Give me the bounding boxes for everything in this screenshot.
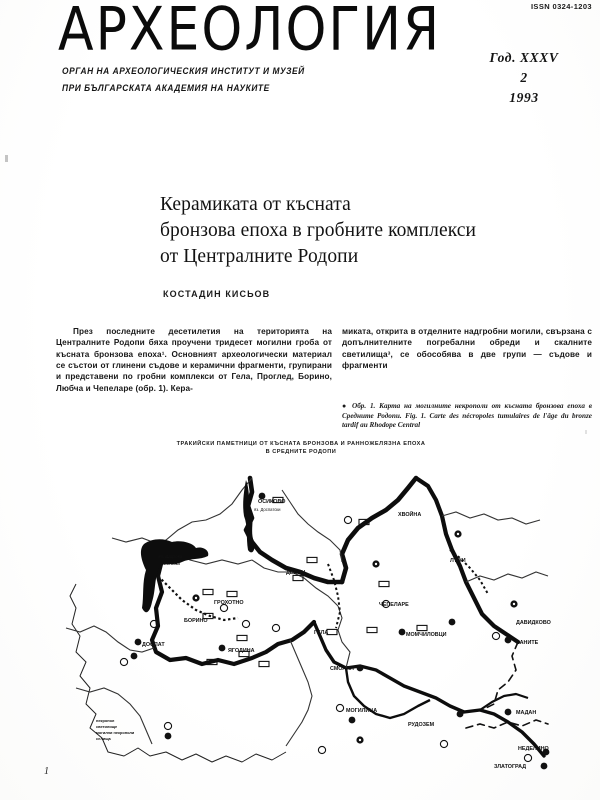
caption-bullet-icon: ● xyxy=(342,402,349,410)
map-label-mogilica: МОГИЛИЦА xyxy=(346,708,378,714)
journal-subtitle-line1: ОРГАН НА АРХЕОЛОГИЧЕСКИЯ ИНСТИТУТ И МУЗЕЙ xyxy=(62,65,305,76)
page-title xyxy=(160,192,580,270)
map-stream-j xyxy=(466,572,548,582)
map-label-yaz-dospatski: яз. Доспатски xyxy=(254,507,281,512)
figure-caption xyxy=(342,402,592,431)
article-author: КОСТАДИН КИСЬОВ xyxy=(163,289,271,299)
map-title-line2: В СРЕДНИТЕ РОДОПИ xyxy=(265,449,337,455)
map-label-madan: МАДАН xyxy=(516,710,537,716)
article-title-line1: Керамиката от късната xyxy=(160,194,351,215)
figure-caption-bg: Обр. 1. Карта на могилните некрополи от късната бронзова епоха в Средните Родопи. xyxy=(342,402,593,420)
body-paragraph-left: През последните десетилетия на територията на Централните Родопи бяха проучени тридесет могилни гроба от късната бронзова епоха¹. Основният археологически материал се състои от глинени съдове и керамични фрагменти, групирани и представени по гробни комплекси от Гела, Проглед, Борино, Любча и Чепеларе (обр. 1). Кера- xyxy=(56,327,332,393)
map-title-line1: ТРАКИЙСКИ ПАМЕТНИЦИ ОТ КЪСНАТА БРОНЗОВА И РАННОЖЕЛЯЗНА ЕПОХА xyxy=(176,441,426,447)
map-label-laki: ЛЪКИ xyxy=(450,558,466,564)
map-label-hvoyna: ХВОЙНА xyxy=(398,512,422,518)
map-label-nedelino: НЕДЕЛИНО xyxy=(518,746,549,752)
map-label-osikovo: ОСИКОВО xyxy=(258,499,286,505)
map-label-zlatograd: ЗЛАТОГРАД xyxy=(494,764,527,770)
map-label-rudozem: РУДОЗЕМ xyxy=(408,722,435,728)
journal-title: АРХЕОЛОГИЯ xyxy=(58,0,442,65)
map-stream-i xyxy=(442,512,540,524)
map-legend xyxy=(96,718,172,741)
map-label-momchilovci: МОМЧИЛОВЦИ xyxy=(406,632,447,638)
scan-speck xyxy=(5,155,8,162)
map-main-ridge-east xyxy=(342,478,416,582)
body-paragraph-right: миката, открита в отделните надгробни могили, свързана с допълнителните погребални обреди и скалните светилища³, се обособява в две групи — съдове и фрагменти xyxy=(342,327,592,371)
map-figure xyxy=(46,440,556,788)
map-stream-d xyxy=(282,490,342,562)
publication-year: 1993 xyxy=(509,90,539,105)
issue-number: 2 xyxy=(520,70,528,85)
map-label-grohotno: ГРОХОТНО xyxy=(214,600,244,606)
map-stream-e xyxy=(338,606,350,668)
scan-speck xyxy=(585,430,587,434)
masthead xyxy=(0,0,600,120)
map-state-border xyxy=(482,642,518,710)
map-label-yaz-shiroka-2: поляна xyxy=(164,561,180,566)
legend-item-1: светилище xyxy=(96,724,118,729)
map-label-borino: БОРИНО xyxy=(184,618,208,624)
map-label-smolyan: СМОЛЯН xyxy=(330,666,354,672)
map-hatched-ridge-2 xyxy=(328,564,340,628)
map-label-dospat: ДОСПАТ xyxy=(142,642,165,648)
reservoir-shiroka-polyana xyxy=(141,539,208,612)
map-symbols xyxy=(120,493,549,770)
map-label-yagodina: ЯГОДИНА xyxy=(228,648,255,654)
legend-item-0: некропол xyxy=(96,718,115,723)
article-title-line2: бронзова епоха в гробните комплекси xyxy=(160,220,477,241)
map-label-banite: БАНИТЕ xyxy=(516,640,539,646)
body-column-left xyxy=(56,326,332,394)
body-column-right xyxy=(342,326,592,371)
map-stream-c xyxy=(158,478,252,544)
map-main-ridge-east2 xyxy=(416,478,518,642)
figure-caption-fr: Fig. 1. Carte des nécropoles tumulaires de l'âge du bronze tardif au Rhodope Central xyxy=(342,411,592,430)
journal-subtitle-line2: ПРИ БЪЛГАРСКАТА АКАДЕМИЯ НА НАУКИТЕ xyxy=(62,82,270,93)
map-label-davidkovo: ДАВИДКОВО xyxy=(516,620,551,626)
article-title-line3: от Централните Родопи xyxy=(160,246,359,267)
legend-item-2: могилни некрополи xyxy=(96,730,135,735)
map-label-devin: ДЕВИН xyxy=(286,570,306,576)
map-label-chepelare: ЧЕПЕЛАРЕ xyxy=(379,602,409,608)
volume-text: Год. XXXV xyxy=(489,50,559,65)
map-title xyxy=(46,440,556,456)
map-label-gela: ГЕЛА xyxy=(314,630,329,636)
map-label-yaz-shiroka-1: яз. Широка xyxy=(158,554,183,559)
map-stream-f xyxy=(286,640,312,746)
legend-item-3: селища xyxy=(96,736,111,741)
issue-block xyxy=(464,48,584,108)
issn-text: ISSN 0324-1203 xyxy=(530,2,592,11)
map-drawing xyxy=(46,456,556,786)
page-number: 1 xyxy=(44,766,49,777)
